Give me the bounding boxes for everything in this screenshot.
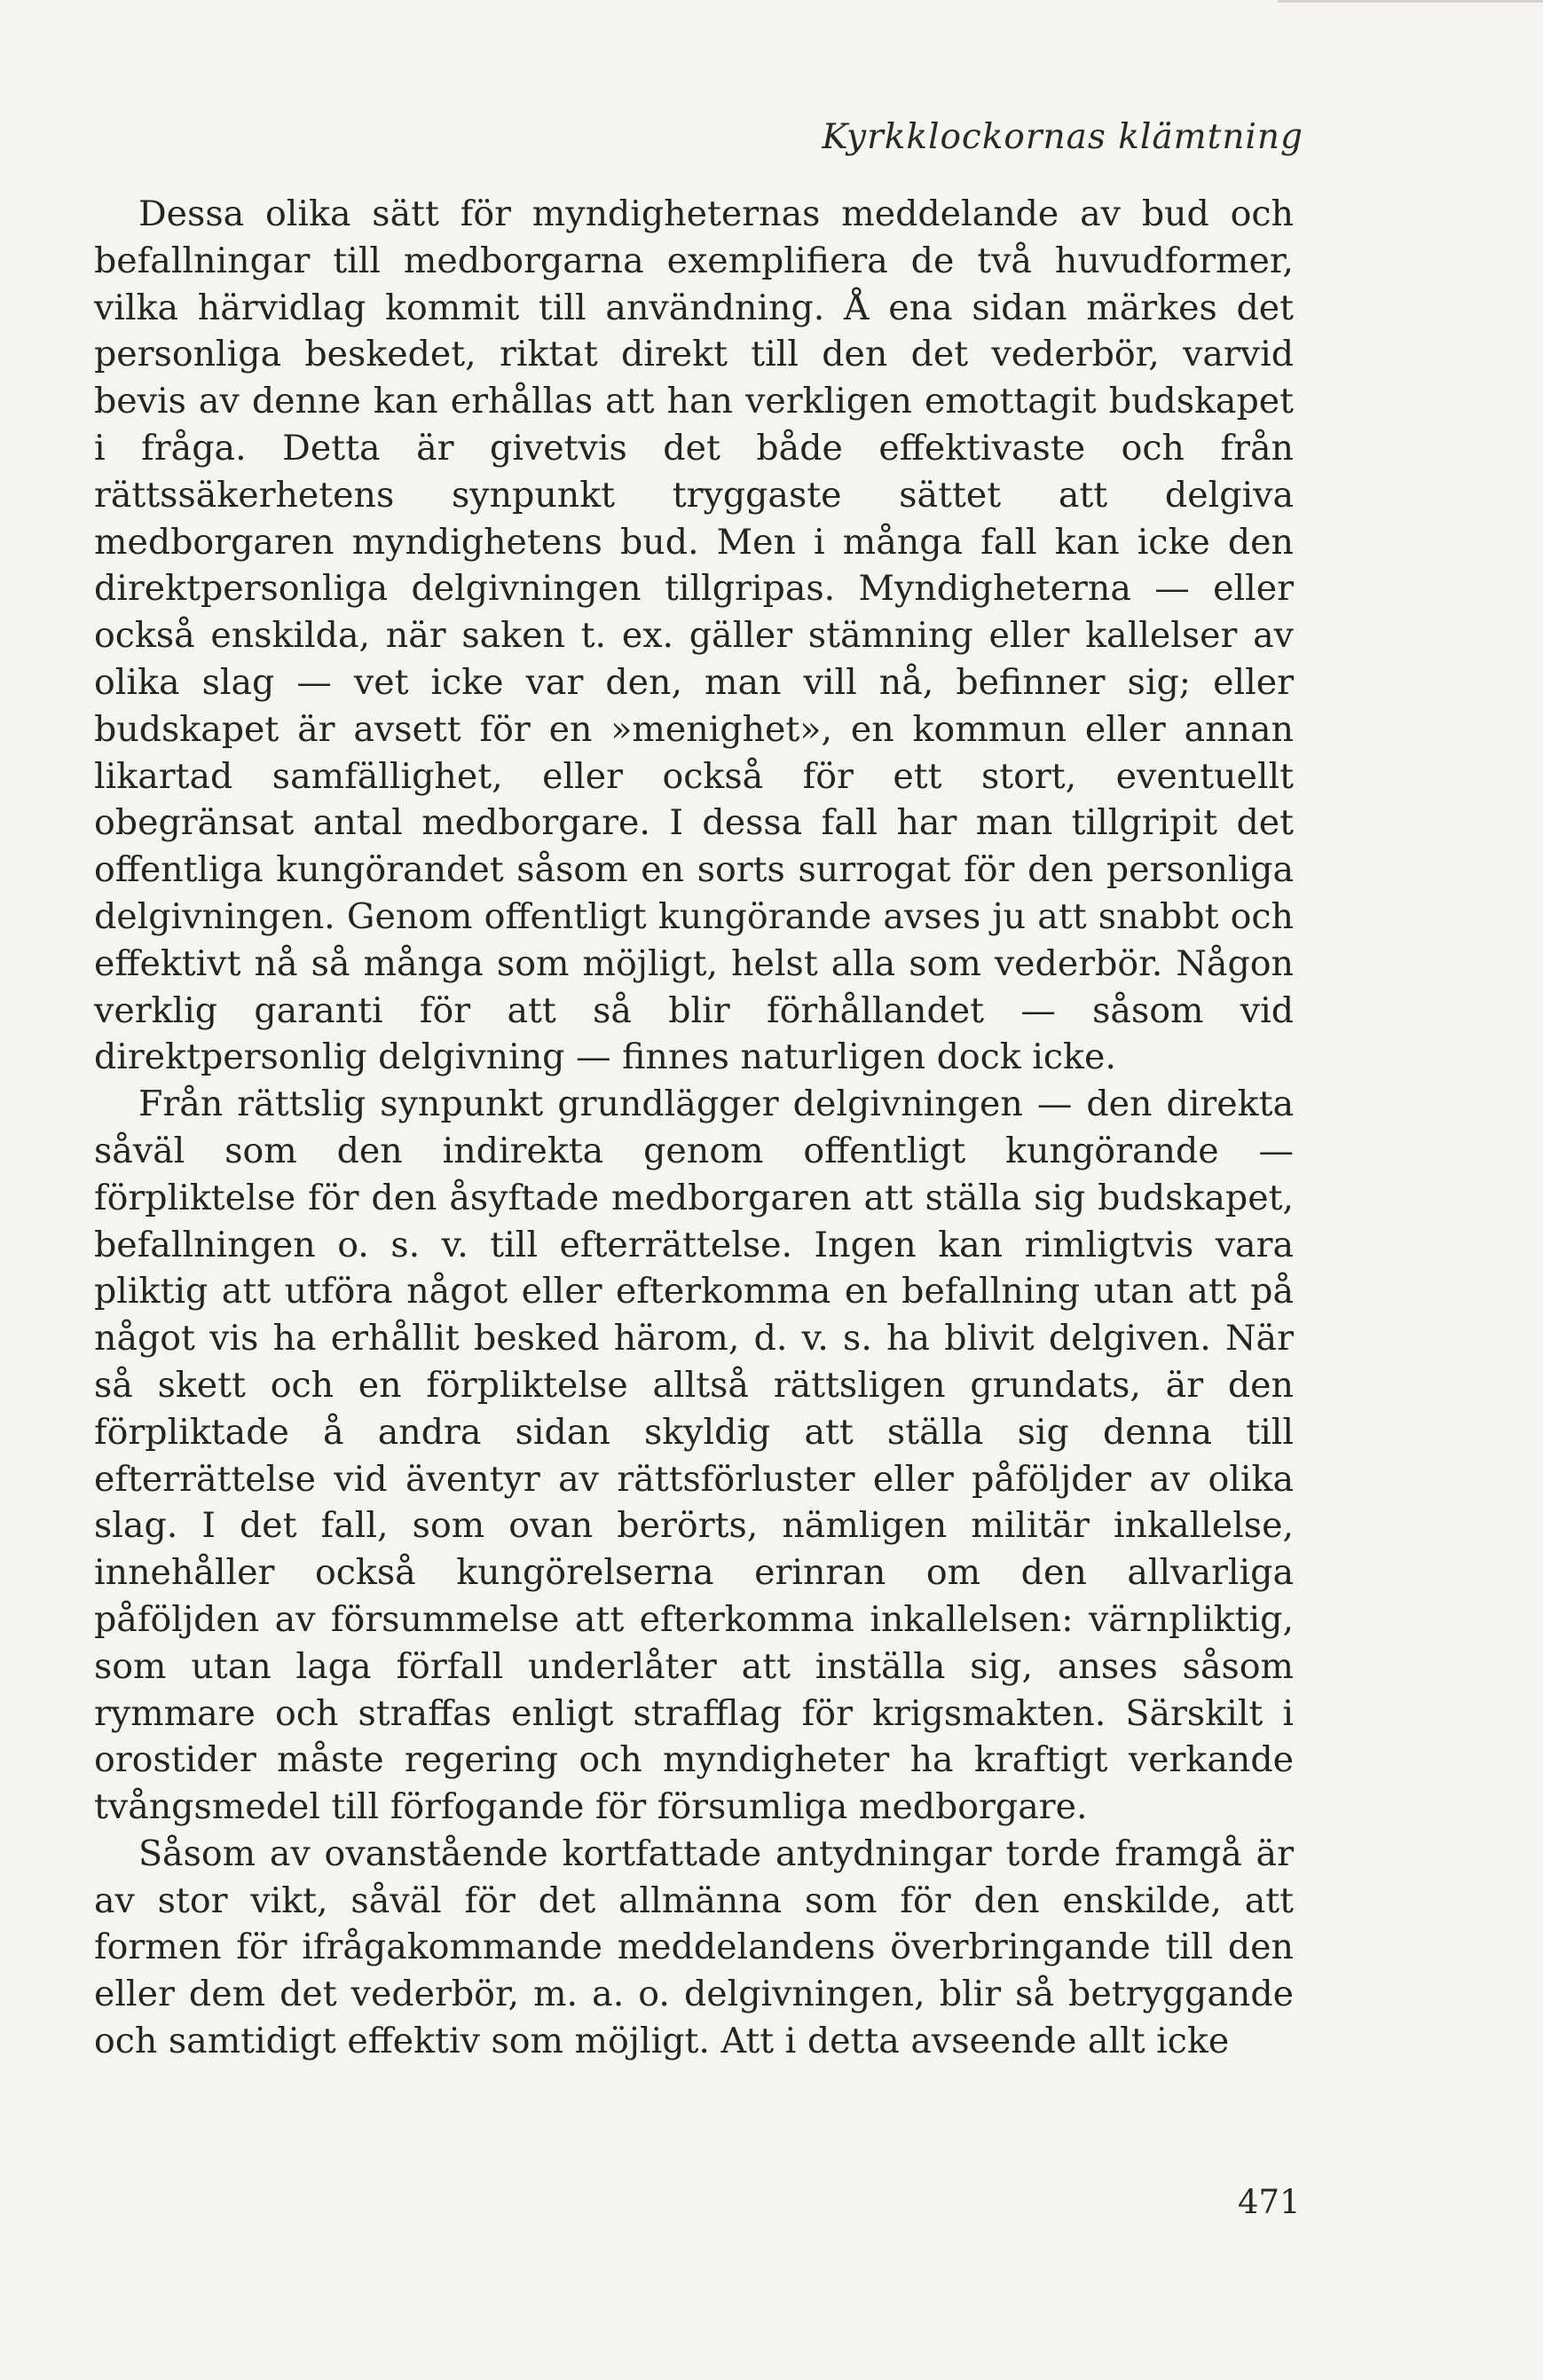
paragraph-3: Såsom av ovanstående kortfattade antydningar torde framgå är av stor vikt, såväl för det allmänna som för den enskilde, att formen för ifrågakommande meddelandens överbringande till den eller dem det vederbör, m. a. o. delgivningen, blir så betryggande och samtidigt effektiv som möjligt. Att i detta avseende allt icke — [94, 1832, 1294, 2062]
page-number: 471 — [1238, 2183, 1301, 2221]
paragraph-2: Från rättslig synpunkt grundlägger delgivningen — den direkta såväl som den indirekta genom offentligt kungörande — förpliktelse för den åsyftade medborgaren att ställa sig budskapet, befallningen o. s. v. till efterrättelse. Ingen kan rimligtvis vara pliktig att utföra något eller efterkomma en befallning utan att på något vis ha erhållit besked härom, d. v. s. ha blivit delgiven. När så skett och en förpliktelse alltså rättsligen grundats, är den förpliktade å andra sidan skyldig att ställa sig denna till efterrättelse vid äventyr av rättsförluster eller påföljder av olika slag. I det fall, som ovan berörts, nämligen militär inkallelse, innehåller också kungörelserna erinran om den allvarliga påföljden av försummelse att efterkomma inkallelsen: värnpliktig, som utan laga förfall underlåter att inställa sig, anses såsom rymmare och straffas enligt strafflag för krigsmakten. Särskilt i orostider måste regering och myndigheter ha kraftigt verkande tvångsmedel till förfogande för försumliga medborgare. — [94, 1084, 1294, 1828]
scan-edge — [1278, 0, 1543, 3]
paragraph-1: Dessa olika sätt för myndigheternas meddelande av bud och befallningar till medborgarna exemplifiera de två huvudformer, vilka härvidlag kommit till användning. Å ena sidan märkes det personliga beskedet, riktat direkt till den det vederbör, varvid bevis av denne kan erhållas att han verkligen emottagit budskapet i fråga. Detta är givetvis det både effektivaste och från rättssäkerhetens synpunkt tryggaste sättet att delgiva medborgaren myndighetens bud. Men i många fall kan icke den direktpersonliga delgivningen tillgripas. Myndigheterna — eller också enskilda, när saken t. ex. gäller stämning eller kallelser av olika slag — vet icke var den, man vill nå, befinner sig; eller budskapet är avsett för en »menighet», en kommun eller annan likartad samfällighet, eller också för ett stort, eventuellt obegränsat antal medborgare. I dessa fall har man tillgripit det offentliga kungörandet såsom en sorts surrogat för den personliga delgivningen. Genom offentligt kungörande avses ju att snabbt och effektivt nå så många som möjligt, helst alla som vederbör. Någon verklig garanti för att så blir förhållandet — såsom vid direktpersonlig delgivning — finnes naturligen dock icke. — [94, 193, 1294, 1078]
body-text — [94, 191, 1294, 2065]
running-header: Kyrkklockornas klämtning — [822, 117, 1303, 157]
